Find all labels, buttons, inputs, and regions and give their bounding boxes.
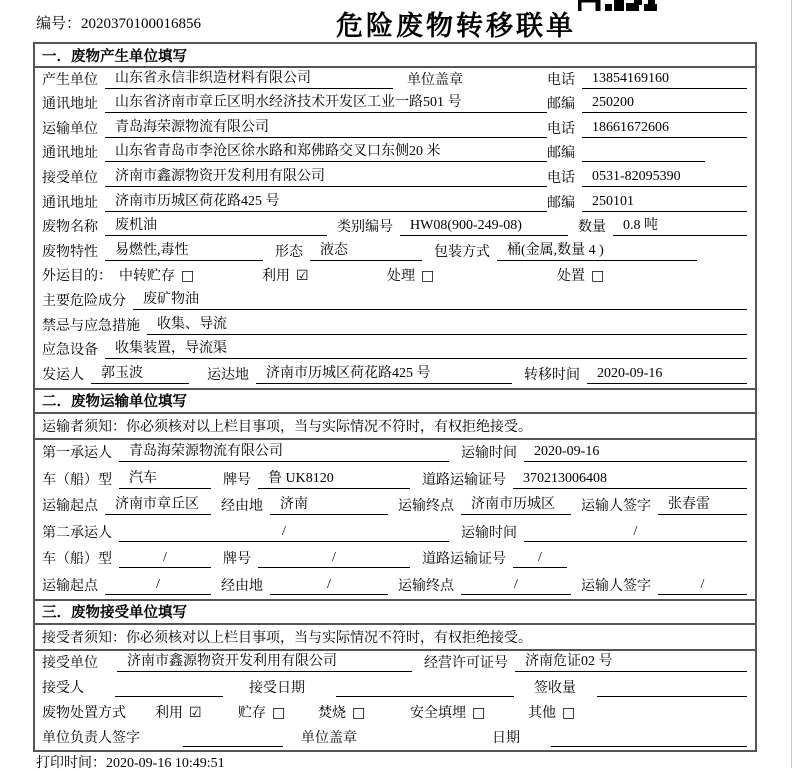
waste-name-label: 废物名称 <box>42 220 98 236</box>
receiving-unit-label: 接受单位 <box>42 655 98 671</box>
disposal-option-utilize <box>155 702 238 722</box>
disposal-option-store <box>238 702 318 722</box>
checkbox-checked-icon: ☑ <box>189 704 202 721</box>
destination-label: 运达地 <box>207 367 249 383</box>
equipment-value: 收集装置，导流渠 <box>105 337 747 359</box>
row-producer-address <box>35 93 755 118</box>
checkbox-unchecked-icon: □ <box>591 268 605 285</box>
quantity-value: 0.8 吨 <box>613 214 747 236</box>
transfer-time-label: 转移时间 <box>524 367 580 383</box>
category-label: 类别编号 <box>337 220 393 236</box>
package-label: 包装方式 <box>434 244 490 260</box>
row-first-route <box>35 493 755 520</box>
receive-date-label: 接受日期 <box>249 680 305 696</box>
second-endpoint-value: / <box>461 577 571 595</box>
road-permit-label: 道路运输证号 <box>422 552 506 568</box>
shipper-value: 郭玉波 <box>91 362 189 384</box>
carrier-signature-value: 张春雷 <box>658 493 747 515</box>
disposal-option-label: 贮存 <box>238 705 266 721</box>
endpoint-label: 运输终点 <box>398 578 454 594</box>
equipment-label: 应急设备 <box>42 343 98 359</box>
row-second-route <box>35 572 755 599</box>
disposal-option-landfill <box>410 702 528 722</box>
producer-value: 山东省永信非织造材料有限公司 <box>105 67 393 89</box>
row-transporter-address <box>35 142 755 167</box>
receiver-label: 接受单位 <box>42 170 98 186</box>
row-emergency-equipment <box>35 339 755 364</box>
plate-number-value: 鲁 UK8120 <box>258 467 410 489</box>
phone-label: 电话 <box>547 72 575 88</box>
second-carrier-value: / <box>119 524 449 542</box>
manifest-form-table <box>33 42 757 752</box>
producer-phone-value: 13854169160 <box>582 71 747 89</box>
row-waste-name <box>35 216 755 241</box>
row-recipient <box>35 676 755 701</box>
disposal-option-incinerate <box>318 702 410 722</box>
disposal-option-other <box>528 702 575 722</box>
purpose-option-label: 处理 <box>387 269 415 285</box>
serial-label: 编号： <box>36 16 82 32</box>
row-waste-character <box>35 240 755 265</box>
producer-address-group <box>42 91 547 113</box>
row-first-vehicle <box>35 466 755 493</box>
row-shipper <box>35 363 755 388</box>
second-transport-time-value: / <box>524 524 747 542</box>
first-carrier-label: 第一承运人 <box>42 446 112 462</box>
address-label: 通讯地址 <box>42 97 98 113</box>
row-disposal-method <box>35 701 755 726</box>
checkbox-unchecked-icon: □ <box>562 704 576 721</box>
road-permit-value: 370213006408 <box>513 471 747 489</box>
package-value: 桶(金属,数量 4 ) <box>497 239 697 261</box>
transporter-notice: 运输者须知：你必须核对以上栏目事项，当与实际情况不符时，有权拒绝接受。 <box>35 414 755 440</box>
page-title: 危险废物转移联单 <box>336 11 576 41</box>
via-value: 济南 <box>270 493 388 515</box>
destination-value: 济南市历城区荷花路425 号 <box>256 362 512 384</box>
first-carrier-value: 青岛海荣源物流有限公司 <box>119 440 449 462</box>
origin-value: 济南市章丘区 <box>105 493 211 515</box>
qr-code-fragment <box>578 0 660 11</box>
hazard-value: 废矿物油 <box>133 288 747 310</box>
purpose-option-label: 利用 <box>262 269 290 285</box>
license-value: 济南危证02 号 <box>515 650 747 672</box>
via-label: 经由地 <box>221 499 263 515</box>
taboo-value: 收集、导流 <box>147 313 747 335</box>
receiver-phone-value: 0531-82095390 <box>582 169 747 187</box>
receiver-notice: 接受者须知：你必须核对以上栏目事项，当与实际情况不符时，有权拒绝接受。 <box>35 625 755 651</box>
section3-header: 三．废物接受单位填写 <box>35 599 755 625</box>
producer-zip-value: 250200 <box>582 95 747 113</box>
print-time-line <box>36 752 225 772</box>
zip-label: 邮编 <box>547 97 575 113</box>
second-carrier-signature-value: / <box>658 577 747 595</box>
transporter-value: 青岛海荣源物流有限公司 <box>105 116 547 138</box>
plate-number-label: 牌号 <box>223 552 251 568</box>
row-receiver <box>35 166 755 191</box>
disposal-option-label: 安全填埋 <box>410 705 466 721</box>
carrier-signature-label: 运输人签字 <box>581 499 651 515</box>
recipient-value <box>115 695 223 697</box>
second-plate-number-value: / <box>258 550 410 568</box>
row-transfer-purpose <box>35 265 755 290</box>
vehicle-type-label: 车（船）型 <box>42 552 112 568</box>
address-label: 通讯地址 <box>42 195 98 211</box>
carrier-signature-label: 运输人签字 <box>581 578 651 594</box>
transporter-zip-value <box>582 160 705 162</box>
shipper-label: 发运人 <box>42 367 84 383</box>
unit-seal-label: 单位盖章 <box>301 730 357 746</box>
row-first-carrier <box>35 440 755 467</box>
zip-label: 邮编 <box>547 195 575 211</box>
receiver-zip-value: 250101 <box>582 194 747 212</box>
taboo-label: 禁忌与应急措施 <box>42 318 140 334</box>
receive-date-value <box>336 695 514 697</box>
transport-time-label: 运输时间 <box>461 525 517 541</box>
section1-header: 一．废物产生单位填写 <box>35 44 755 68</box>
transporter-label: 运输单位 <box>42 121 98 137</box>
producer-address-value: 山东省济南市章丘区明水经济技术开发区工业一路501 号 <box>105 91 547 113</box>
row-second-carrier <box>35 519 755 546</box>
hazard-label: 主要危险成分 <box>42 293 126 309</box>
received-amount-value <box>597 695 747 697</box>
purpose-label: 外运目的： <box>42 269 112 285</box>
qr-code-icon <box>578 0 660 11</box>
receiver-address-group <box>42 190 547 212</box>
serial-value: 2020370100016856 <box>81 16 202 32</box>
date-value <box>551 745 747 747</box>
received-amount-label: 签收量 <box>534 680 576 696</box>
waste-character-label: 废物特性 <box>42 244 98 260</box>
row-taboo-measures <box>35 314 755 339</box>
row-producer <box>35 68 755 93</box>
zip-label: 邮编 <box>547 146 575 162</box>
transfer-time-value: 2020-09-16 <box>587 366 747 384</box>
row-hazard-component <box>35 289 755 314</box>
purpose-option-transit <box>119 265 262 285</box>
checkbox-unchecked-icon: □ <box>352 704 366 721</box>
receiving-unit-value: 济南市鑫源物资开发利用有限公司 <box>117 650 412 672</box>
address-label: 通讯地址 <box>42 146 98 162</box>
transport-time-value: 2020-09-16 <box>524 444 747 462</box>
second-origin-value: / <box>105 577 211 595</box>
transport-time-label: 运输时间 <box>461 446 517 462</box>
origin-label: 运输起点 <box>42 578 98 594</box>
manager-signature-value <box>183 745 283 747</box>
checkbox-unchecked-icon: □ <box>472 704 486 721</box>
vehicle-type-value: 汽车 <box>119 467 211 489</box>
origin-label: 运输起点 <box>42 499 98 515</box>
row-receiver-address <box>35 191 755 216</box>
purpose-option-label: 处置 <box>557 269 585 285</box>
transporter-group <box>42 116 547 138</box>
print-time-value: 2020-09-16 10:49:51 <box>106 756 225 771</box>
transporter-address-group <box>42 140 547 162</box>
checkbox-checked-icon: ☑ <box>296 268 309 285</box>
page-right-edge-divider <box>791 0 792 768</box>
second-vehicle-type-value: / <box>119 550 211 568</box>
producer-field-group <box>42 67 547 89</box>
form-label: 形态 <box>275 244 303 260</box>
disposal-option-label: 利用 <box>155 705 183 721</box>
form-value: 液态 <box>310 239 422 261</box>
purpose-option-utilize <box>262 265 387 285</box>
serial-number-line <box>36 12 201 33</box>
plate-number-label: 牌号 <box>223 472 251 488</box>
via-label: 经由地 <box>221 578 263 594</box>
quantity-label: 数量 <box>578 220 606 236</box>
receiver-group <box>42 165 547 187</box>
disposal-option-label: 其他 <box>528 705 556 721</box>
transporter-phone-value: 18661672606 <box>582 120 747 138</box>
recipient-label: 接受人 <box>42 680 84 696</box>
row-transporter <box>35 117 755 142</box>
second-carrier-label: 第二承运人 <box>42 525 112 541</box>
disposal-option-label: 焚烧 <box>318 705 346 721</box>
row-manager-signature <box>35 726 755 751</box>
purpose-option-treat <box>387 265 557 285</box>
category-value: HW08(900-249-08) <box>400 218 568 236</box>
producer-label: 产生单位 <box>42 72 98 88</box>
purpose-option-label: 中转贮存 <box>119 269 175 285</box>
second-road-permit-value: / <box>513 550 567 568</box>
section2-header: 二．废物运输单位填写 <box>35 388 755 414</box>
row-receiving-unit <box>35 651 755 676</box>
phone-label: 电话 <box>547 170 575 186</box>
row-second-vehicle <box>35 546 755 573</box>
date-label: 日期 <box>492 730 520 746</box>
second-via-value: / <box>270 577 388 595</box>
waste-character-value: 易燃性,毒性 <box>105 239 263 261</box>
endpoint-value: 济南市历城区 <box>461 493 571 515</box>
checkbox-unchecked-icon: □ <box>272 704 286 721</box>
waste-name-value: 废机油 <box>105 214 327 236</box>
checkbox-unchecked-icon: □ <box>181 268 195 285</box>
manager-signature-label: 单位负责人签字 <box>42 730 140 746</box>
unit-seal-label: 单位盖章 <box>407 72 463 88</box>
transporter-address-value: 山东省青岛市李沧区徐水路和郑佛路交叉口东侧20 米 <box>105 140 547 162</box>
purpose-option-dispose <box>557 265 604 285</box>
road-permit-label: 道路运输证号 <box>422 472 506 488</box>
endpoint-label: 运输终点 <box>398 499 454 515</box>
checkbox-unchecked-icon: □ <box>421 268 435 285</box>
disposal-method-label: 废物处置方式 <box>42 705 126 721</box>
vehicle-type-label: 车（船）型 <box>42 472 112 488</box>
receiver-value: 济南市鑫源物资开发利用有限公司 <box>105 165 547 187</box>
license-label: 经营许可证号 <box>424 655 508 671</box>
phone-label: 电话 <box>547 121 575 137</box>
print-time-label: 打印时间： <box>36 756 106 771</box>
receiver-address-value: 济南市历城区荷花路425 号 <box>105 190 547 212</box>
